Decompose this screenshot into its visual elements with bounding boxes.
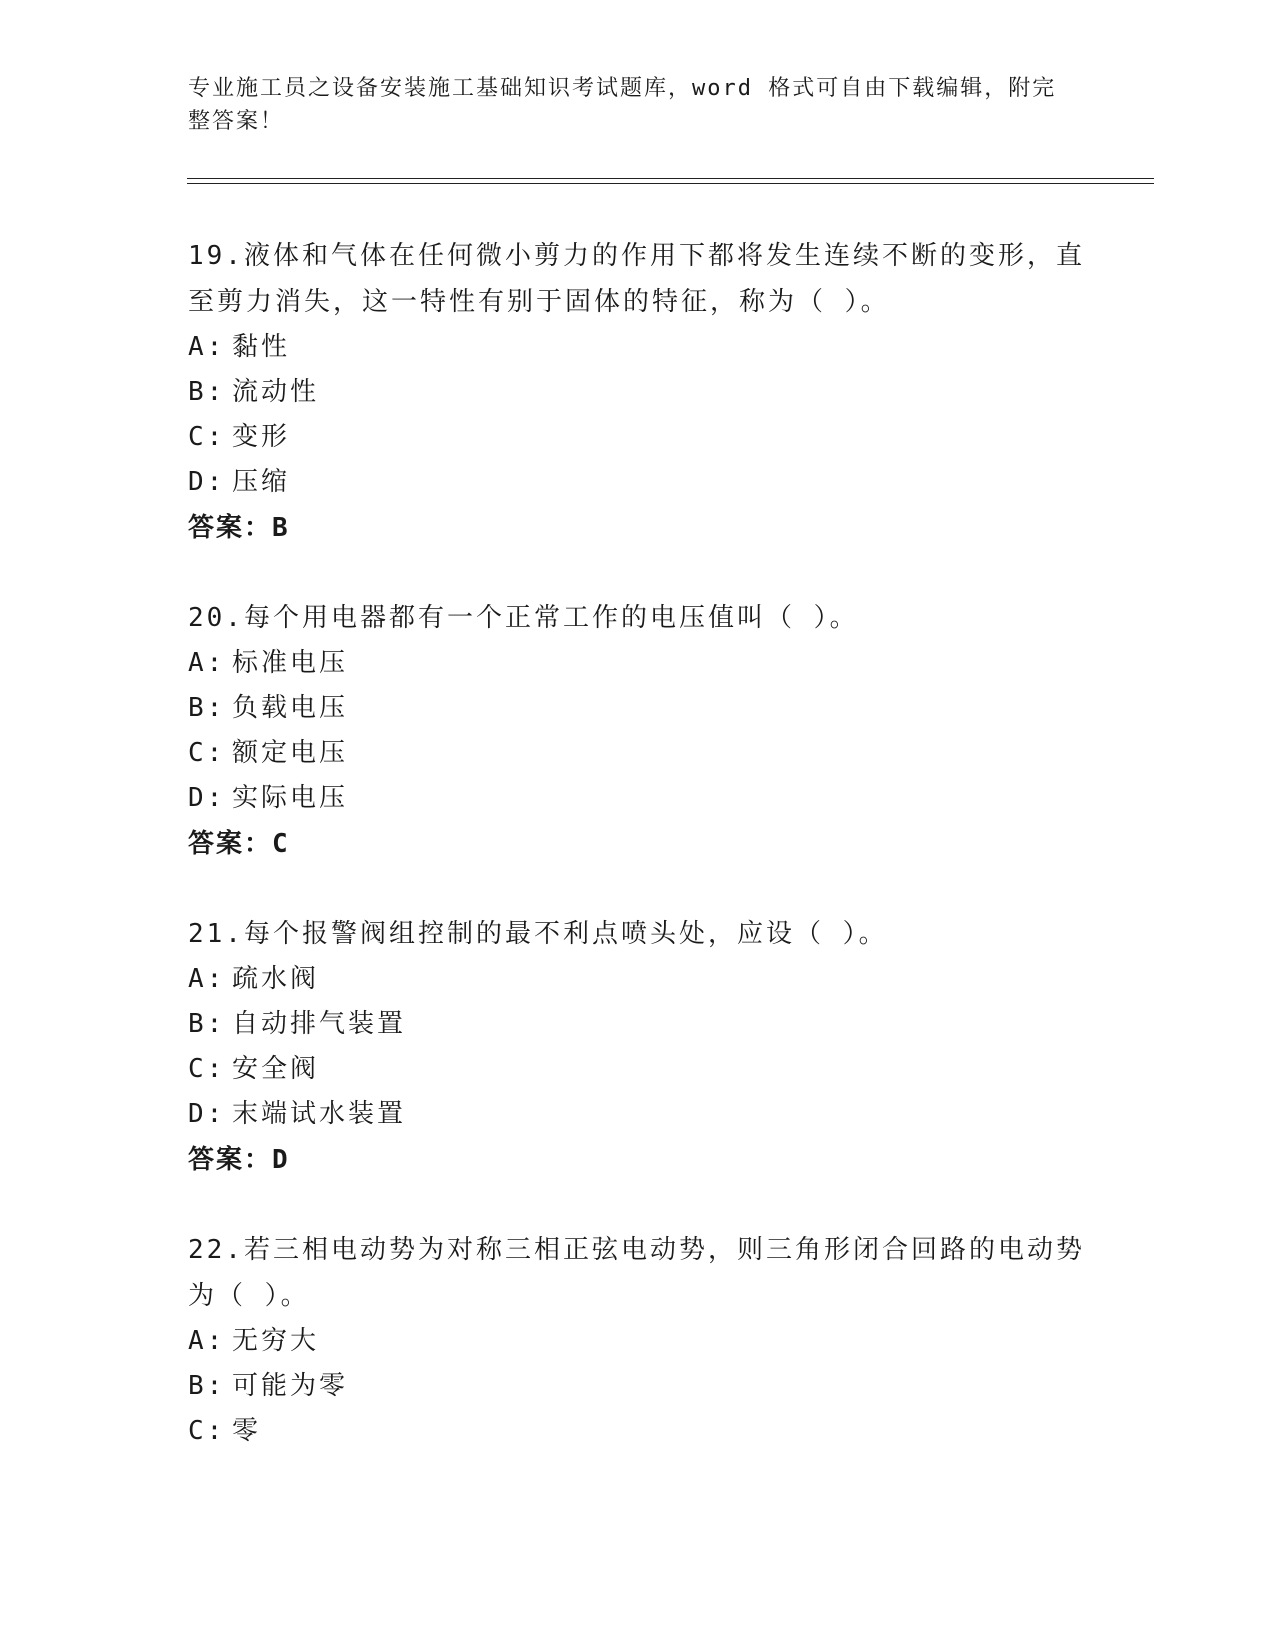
answer-line: 答案：D bbox=[188, 1145, 290, 1175]
option-letter: A: bbox=[188, 332, 226, 362]
option-text: 无穷大 bbox=[232, 1326, 320, 1356]
option-d bbox=[188, 776, 1088, 821]
option-letter: A: bbox=[188, 964, 226, 994]
option-c bbox=[188, 1047, 1088, 1092]
option-text: 实际电压 bbox=[232, 783, 349, 813]
question-21 bbox=[188, 911, 1088, 1183]
option-a bbox=[188, 325, 1088, 370]
option-letter: C: bbox=[188, 738, 226, 768]
option-letter: D: bbox=[188, 467, 226, 497]
header-divider-top bbox=[187, 178, 1154, 179]
option-letter: A: bbox=[188, 1326, 226, 1356]
option-text: 安全阀 bbox=[232, 1054, 320, 1084]
option-b bbox=[188, 1364, 1088, 1409]
option-letter: A: bbox=[188, 648, 226, 678]
option-a bbox=[188, 957, 1088, 1002]
option-letter: C: bbox=[188, 1416, 226, 1446]
question-19 bbox=[188, 233, 1088, 551]
answer-line: 答案：B bbox=[188, 513, 290, 543]
option-b bbox=[188, 686, 1088, 731]
option-c bbox=[188, 415, 1088, 460]
answer-line: 答案：C bbox=[188, 829, 290, 859]
question-stem: 21.每个报警阀组控制的最不利点喷头处，应设（ ）。 bbox=[188, 919, 888, 949]
question-list bbox=[188, 233, 1088, 1498]
option-letter: B: bbox=[188, 1009, 226, 1039]
question-stem: 22.若三相电动势为对称三相正弦电动势，则三角形闭合回路的电动势为（ ）。 bbox=[188, 1235, 1085, 1311]
option-letter: D: bbox=[188, 783, 226, 813]
option-text: 标准电压 bbox=[232, 648, 349, 678]
option-d bbox=[188, 1092, 1088, 1137]
option-text: 流动性 bbox=[232, 377, 320, 407]
option-d bbox=[188, 460, 1088, 505]
option-text: 压缩 bbox=[232, 467, 291, 497]
option-letter: D: bbox=[188, 1099, 226, 1129]
option-letter: C: bbox=[188, 422, 226, 452]
option-b bbox=[188, 1002, 1088, 1047]
question-20 bbox=[188, 595, 1088, 867]
option-letter: C: bbox=[188, 1054, 226, 1084]
option-text: 负载电压 bbox=[232, 693, 349, 723]
option-text: 可能为零 bbox=[232, 1371, 349, 1401]
option-text: 疏水阀 bbox=[232, 964, 320, 994]
option-b bbox=[188, 370, 1088, 415]
option-a bbox=[188, 641, 1088, 686]
question-stem: 20.每个用电器都有一个正常工作的电压值叫（ ）。 bbox=[188, 603, 859, 633]
question-22 bbox=[188, 1227, 1088, 1454]
option-letter: B: bbox=[188, 693, 226, 723]
option-a bbox=[188, 1319, 1088, 1364]
option-text: 变形 bbox=[232, 422, 291, 452]
option-c bbox=[188, 731, 1088, 776]
option-text: 零 bbox=[232, 1416, 262, 1446]
option-letter: B: bbox=[188, 1371, 226, 1401]
option-text: 末端试水装置 bbox=[232, 1099, 407, 1129]
option-c bbox=[188, 1409, 1088, 1454]
option-letter: B: bbox=[188, 377, 226, 407]
option-text: 额定电压 bbox=[232, 738, 349, 768]
option-text: 自动排气装置 bbox=[232, 1009, 407, 1039]
option-text: 黏性 bbox=[232, 332, 291, 362]
document-header: 专业施工员之设备安装施工基础知识考试题库，word 格式可自由下载编辑，附完整答案！ bbox=[188, 76, 1057, 134]
header-divider-bottom bbox=[187, 183, 1154, 184]
question-stem: 19.液体和气体在任何微小剪力的作用下都将发生连续不断的变形，直至剪力消失，这一特性有别于固体的特征，称为（ ）。 bbox=[188, 241, 1085, 317]
